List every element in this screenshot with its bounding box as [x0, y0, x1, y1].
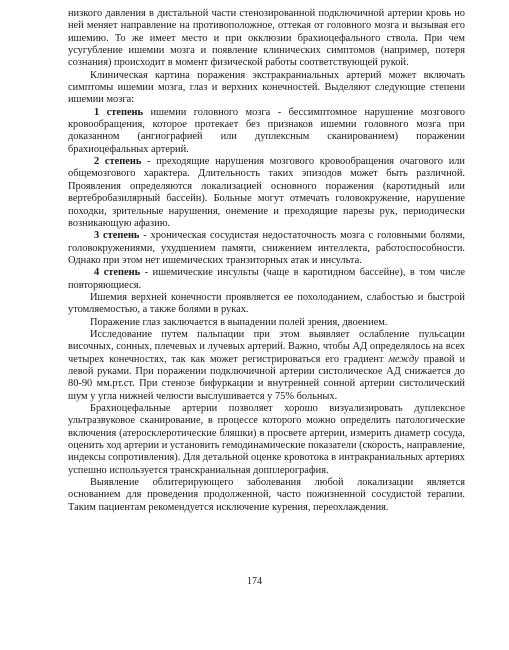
- paragraph-p6: [68, 267, 465, 292]
- paragraph-p8: [68, 317, 465, 329]
- paragraph-text: - ишемические инсульты (чаще в каротидном бассейне), в том числе повторяющиеся.: [68, 267, 465, 291]
- paragraph-p4: [68, 156, 465, 230]
- paragraph-text: Выявление облитерирующего заболевания любой локализации является основанием для проведения продолженной, часто пожизненной сосудистой терапии. Таким пациентам рекомендуется исключение курения, переохлаждения.: [68, 477, 465, 513]
- paragraph-p5: [68, 230, 465, 267]
- paragraph-text: - преходящие нарушения мозгового кровообращения очагового или общемозгового характера. Длительность таких эпизодов может быть различной. Проявления определяются локализацией основного поражения (каротидный или вертебробазилярный бассейн). Больные могут отмечать головокружение, нарушение походки, зрительные нарушения, онемение и преходящие парезы рук, периодически возникающую афазию.: [68, 156, 465, 229]
- body-text: [68, 8, 465, 514]
- paragraph-text: Ишемия верхней конечности проявляется ее похолоданием, слабостью и быстрой утомляемостью, а также болями в руках.: [68, 291, 465, 316]
- page-number: 174: [247, 576, 262, 587]
- paragraph-p1: [68, 8, 465, 70]
- paragraph-text: низкого давления в дистальной части стенозированной подключичной артерии кровь но ней меняет направление на противоположное, оттекая от головного мозга и вызывая его ишемию. То же имеет место и при окклюзии брахиоцефального ствола. При чем усугубление ишемии мозга и появление клинических симптомов (например, потеря сознания) происходит в момент физической работы соответствующей рукой.: [68, 8, 465, 69]
- paragraph-p3: [68, 107, 465, 156]
- degree-label: 3 степень: [94, 230, 140, 242]
- degree-label: 4 степень: [94, 267, 141, 279]
- degree-label: 1 степень: [94, 106, 144, 118]
- paragraph-p9: [68, 329, 465, 403]
- paragraph-text: Поражение глаз заключается в выпадении полей зрения, двоением.: [90, 316, 388, 328]
- paragraph-text: - хроническая сосудистая недостаточность мозга с головными болями, головокружениями, ухудшением памяти, снижением интеллекта, работоспособности. Однако при этом нет ишемических транзиторных атак и инсульта.: [68, 230, 465, 266]
- paragraph-text: Клиническая картина поражения экстракраниальных артерий может включать симптомы ишемии мозга, глаз и верхних конечностей. Выделяют следующие степени ишемии мозга:: [68, 69, 465, 106]
- paragraph-text: Исследование путем пальпации при этом выявляет ослабление пульсации височных, сонных, плечевых и лучевых артерий. Важно, чтобы АД определялось на всех четырех конечностях, так как может регистрироваться его градиент: [68, 328, 465, 365]
- paragraph-text: Брахиоцефальные артерии позволяет хорошо визуализировать дуплексное ультразвуковое сканирование, в процессе которого можно определить патологические включения (атеросклеротические бляшки) в просвете артерии, измерить диаметр сосуда, оценить ход артерии и установить гемодинамические показатели (скорость, направление, индексы сопротивления). Для детальной оценке кровотока в интракраниальных артериях успешно используется транскраниальная допплерография.: [68, 403, 465, 476]
- paragraph-p11: [68, 477, 465, 514]
- emphasis-text: между: [388, 353, 419, 365]
- paragraph-p2: [68, 70, 465, 107]
- paragraph-p7: [68, 292, 465, 317]
- paragraph-text: ишемии головного мозга - бессимптомное нарушение мозгового кровообращения, которое протекает без признаков ишемии головного мозга при доказанном (ангиографией или дуплексным сканированием) поражении брахиоцефальных артерий.: [68, 106, 465, 155]
- paragraph-p10: [68, 403, 465, 477]
- degree-label: 2 степень: [94, 156, 142, 168]
- paragraph-text: правой и левой руками. При поражении подключичной артерии систолическое АД снижается до 80-90 мм.рт.ст. При стенозе бифуркации и внутренней сонной артерии систолический шум у угла нижней челюсти выслушивается у 75% больных.: [68, 353, 466, 402]
